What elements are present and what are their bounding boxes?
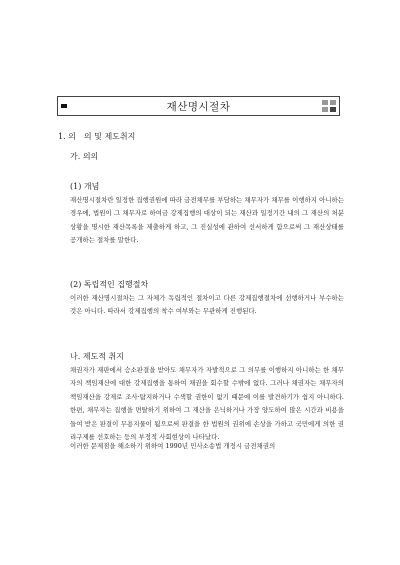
subsection-heading-na: 나. 제도적 취지	[70, 352, 124, 361]
section-heading-1: 1. 의 의 및 제도취지	[58, 132, 136, 141]
paragraph-independent: 이러한 재산명시절차는 그 자체가 독립적인 절차이고 다른 강제집행절차에 선행하거나 부수하는 것은 아니다. 따라서 강제집행의 착수 여부와는 무관하게 진행된다.	[70, 294, 344, 316]
subsection-heading-ga: 가. 의의	[70, 152, 99, 161]
page-title: 재산명시절차	[166, 101, 231, 113]
paragraph-purpose: 채권자가 재판에서 승소판결을 받아도 채무자가 자발적으로 그 의무를 이행하지 아니하는 한 채무자의 책임재산에 대한 강제집행을 통하여 채권을 회수할 수밖에 없다. 그러나 채권자는 채무자의 책임재산을 강제로 조사·탐지하거나 수색할 권한이 없기 때문에 이를 발견하기가 쉽지 아니하다. 한편, 채무자는 집행을 면탈하기 위하여 그 재산을 은닉하거나 가장 양도하여 많은 시간과 비용을 들여 받은 판결이 무용지물이 됨으로써 판결을 한 법원의 권위에 손상을 가하고 국민에게 의한 권리구제를 선호하는 등의 부정적 사회현상이 나타났다.	[70, 366, 344, 442]
paragraph-concept: 재산명시절차란 일정한 집행권원에 따라 금전채무를 부담하는 채무자가 채무를 이행하지 아니하는 경우에, 법원이 그 채무자로 하여금 강제집행의 대상이 되는 재산과 일정기간 내의 그 재산의 처분상황을 명시한 재산목록을 제출하게 하고, 그 진실성에 관하여 선서하게 함으로써 그 재산상태를 공개하는 절차를 말한다.	[70, 196, 344, 245]
title-box	[57, 96, 340, 116]
paragraph-last: 이러한 문제점을 해소하기 위하여 1990년 민사소송법 개정시 금전채권의	[70, 442, 276, 450]
item-heading-concept: (1) 개념	[70, 182, 100, 191]
grid-squares-icon	[322, 100, 336, 112]
item-heading-independent: (2) 독립적인 집행절차	[70, 280, 149, 289]
